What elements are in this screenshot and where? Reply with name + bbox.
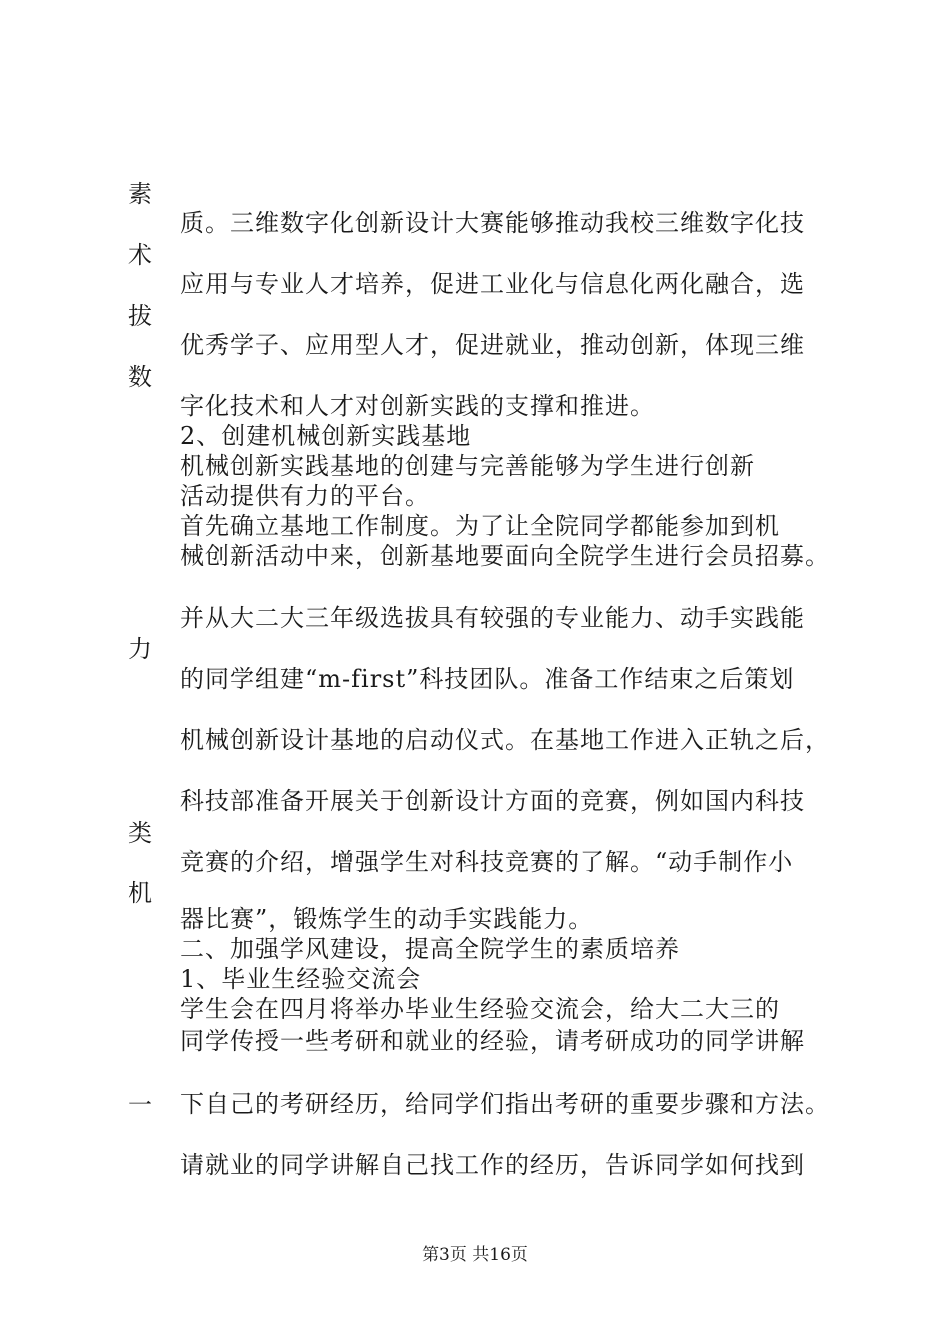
text-line: 机械创新设计基地的启动仪式。在基地工作进入正轨之后，: [180, 726, 830, 754]
text-line: 械创新活动中来，创新基地要面向全院学生进行会员招募。: [180, 542, 830, 570]
text-line: 活动提供有力的平台。: [180, 482, 430, 510]
text-line: 应用与专业人才培养，促进工业化与信息化两化融合，选: [180, 270, 805, 298]
text-line: 器比赛”，锻炼学生的动手实践能力。: [180, 905, 594, 933]
text-line: 竞赛的介绍，增强学生对科技竞赛的了解。“动手制作小: [180, 848, 794, 876]
text-line: 同学传授一些考研和就业的经验，请考研成功的同学讲解: [180, 1027, 805, 1055]
text-line: 字化技术和人才对创新实践的支撑和推进。: [180, 392, 655, 420]
text-line: 科技部准备开展关于创新设计方面的竞赛，例如国内科技: [180, 787, 805, 815]
margin-char: 一: [128, 1091, 152, 1119]
margin-char: 力: [128, 635, 152, 663]
text-line: 的同学组建“m-first”科技团队。准备工作结束之后策划: [180, 665, 795, 693]
text-line: 首先确立基地工作制度。为了让全院同学都能参加到机: [180, 512, 780, 540]
text-line: 下自己的考研经历，给同学们指出考研的重要步骤和方法。: [180, 1090, 830, 1118]
text-line: 请就业的同学讲解自己找工作的经历，告诉同学如何找到: [180, 1151, 805, 1179]
text-line: 机械创新实践基地的创建与完善能够为学生进行创新: [180, 452, 755, 480]
margin-char: 机: [128, 879, 152, 907]
page-footer: 第3页 共16页: [422, 1245, 528, 1265]
margin-char: 拔: [128, 302, 152, 330]
margin-char: 数: [128, 363, 152, 391]
text-line: 学生会在四月将举办毕业生经验交流会，给大二大三的: [180, 995, 780, 1023]
margin-char: 类: [128, 819, 152, 847]
text-line: 并从大二大三年级选拔具有较强的专业能力、动手实践能: [180, 604, 805, 632]
margin-char: 素: [128, 180, 152, 208]
section-heading: 二、加强学风建设，提高全院学生的素质培养: [180, 935, 680, 963]
section-heading: 1、毕业生经验交流会: [180, 965, 422, 993]
section-heading: 2、创建机械创新实践基地: [180, 422, 472, 450]
text-line: 质。三维数字化创新设计大赛能够推动我校三维数字化技: [180, 209, 805, 237]
text-line: 优秀学子、应用型人才，促进就业，推动创新，体现三维: [180, 331, 805, 359]
margin-char: 术: [128, 241, 152, 269]
